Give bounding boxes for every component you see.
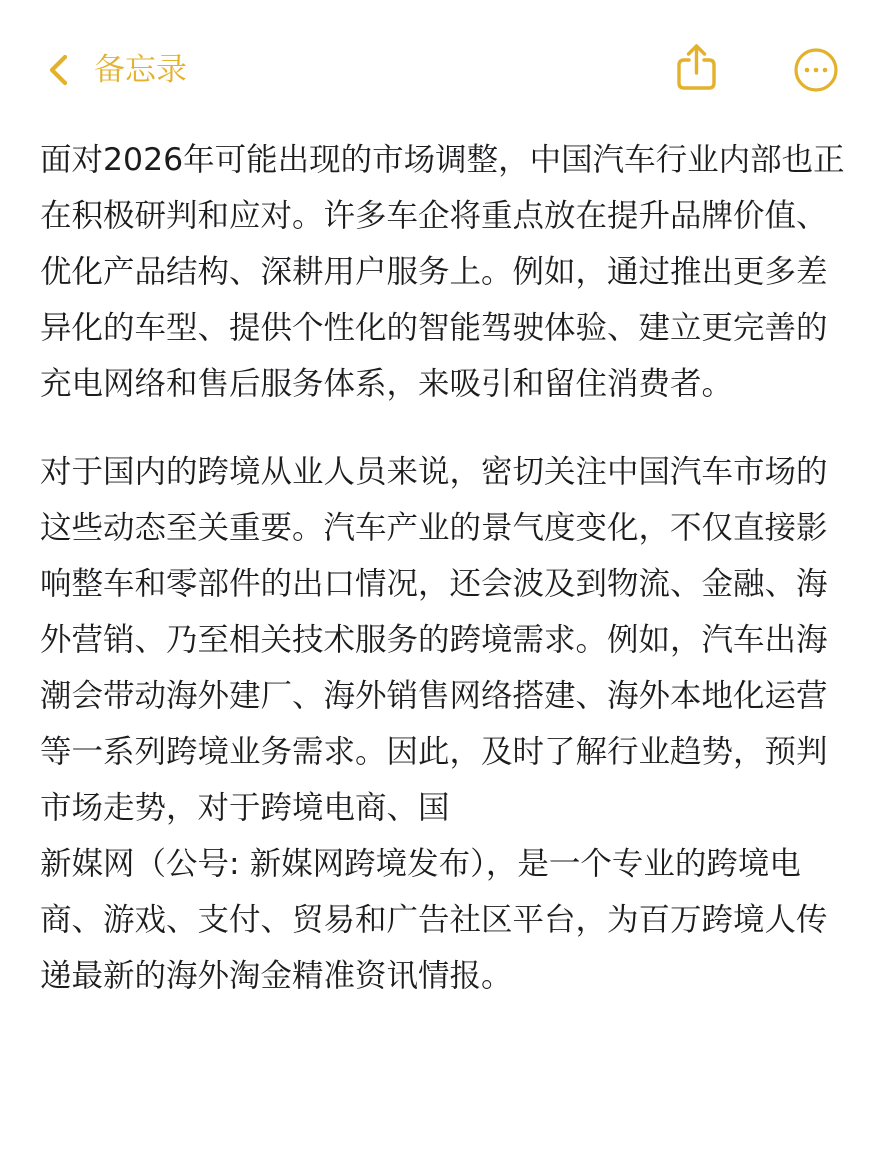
note-line: 外营销、乃至相关技术服务的跨境需求。例如，汽车出海 (40, 622, 828, 658)
back-label: 备忘录 (94, 52, 187, 88)
more-button[interactable] (792, 46, 840, 94)
note-line: 面对2026年可能出现的市场调整，中国汽车行业内部也正 (40, 142, 845, 178)
note-line: 响整车和零部件的出口情况，还会波及到物流、金融、海 (40, 566, 828, 602)
back-button[interactable] (44, 42, 187, 98)
note-line: 新媒网（公号: 新媒网跨境发布），是一个专业的跨境电 (40, 846, 801, 882)
note-paragraph (40, 444, 860, 1004)
note-line: 异化的车型、提供个性化的智能驾驶体验、建立更完善的 (40, 310, 828, 346)
note-line: 这些动态至关重要。汽车产业的景气度变化，不仅直接影 (40, 510, 828, 546)
share-icon (674, 42, 718, 92)
note-line: 对于国内的跨境从业人员来说，密切关注中国汽车市场的 (40, 454, 828, 490)
share-button[interactable] (674, 42, 718, 92)
note-line: 市场走势，对于跨境电商、国 (40, 790, 450, 826)
note-line: 商、游戏、支付、贸易和广告社区平台，为百万跨境人传 (40, 902, 828, 938)
note-body[interactable] (40, 132, 860, 1132)
note-line: 潮会带动海外建厂、海外销售网络搭建、海外本地化运营 (40, 678, 828, 714)
chevron-left-icon (44, 52, 74, 88)
navigation-bar (0, 0, 880, 130)
note-paragraph (40, 132, 860, 412)
more-icon (792, 46, 840, 94)
note-line: 充电网络和售后服务体系，来吸引和留住消费者。 (40, 366, 734, 402)
note-line: 在积极研判和应对。许多车企将重点放在提升品牌价值、 (40, 198, 828, 234)
note-line: 优化产品结构、深耕用户服务上。例如，通过推出更多差 (40, 254, 828, 290)
note-line: 等一系列跨境业务需求。因此，及时了解行业趋势，预判 (40, 734, 828, 770)
note-line: 递最新的海外淘金精准资讯情报。 (40, 958, 513, 994)
